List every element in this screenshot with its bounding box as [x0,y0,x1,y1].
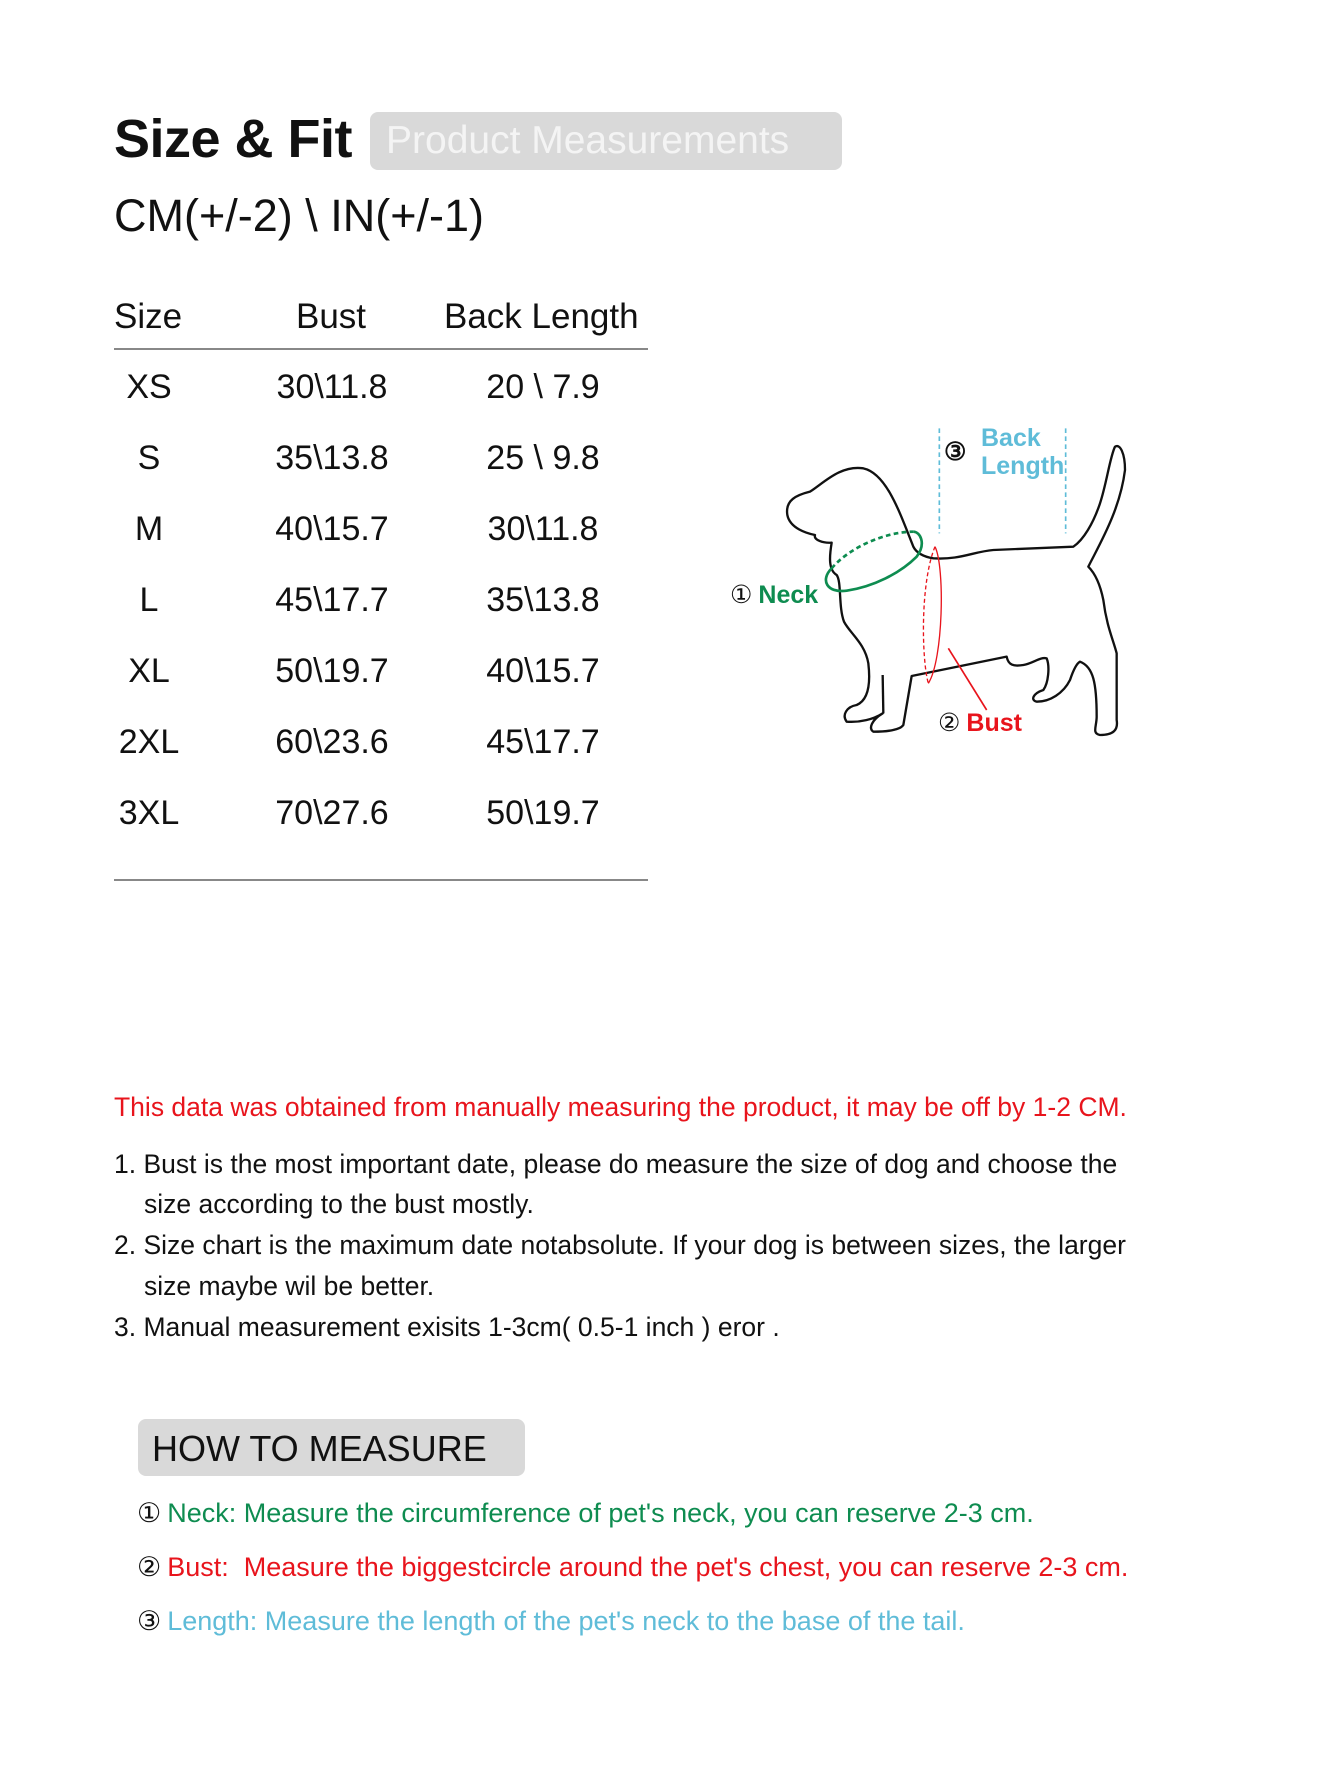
column-header-bust: Bust [296,297,367,336]
how-to-length: ③ Length: Measure the length of the pet's neck to the base of the tail. [137,1606,965,1636]
neck-label: ① Neck [730,581,819,609]
note-line: 2. Size chart is the maximum date notabsolute. If your dog is between sizes, the larger [114,1230,1126,1260]
size-cell: 2XL [118,723,180,761]
back-length-cell: 40\15.7 [486,652,600,690]
back-length-cell: 50\19.7 [486,794,600,832]
size-cell: 3XL [118,794,180,832]
bust-label: ② Bust [938,709,1022,737]
back-length-cell: 25 \ 9.8 [486,439,600,477]
units-tolerance: CM(+/-2) \ IN(+/-1) [114,190,485,241]
bust-pointer-line [948,648,986,710]
size-cell: M [134,510,164,548]
bust-cell: 45\17.7 [275,581,389,619]
measurement-warning: This data was obtained from manually measuring the product, it may be off by 1-2 CM. [114,1092,1127,1122]
column-header-back-length: Back Length [444,297,639,336]
note-line: 1. Bust is the most important date, please do measure the size of dog and choose the [114,1149,1118,1179]
how-to-measure-heading: HOW TO MEASURE [138,1419,525,1476]
size-cell: L [139,581,159,619]
table-bottom-divider [114,879,648,881]
how-to-neck: ① Neck: Measure the circumference of pet's neck, you can reserve 2-3 cm. [137,1498,1034,1528]
how-to-bust: ② Bust: Measure the biggestcircle around the pet's chest, you can reserve 2-3 cm. [137,1552,1129,1582]
back-length-cell: 35\13.8 [486,581,600,619]
badge-label: Product Measurements [386,119,790,162]
header-divider [114,348,648,350]
bust-measure-back [923,547,935,684]
bust-cell: 60\23.6 [275,723,389,761]
bust-cell: 30\11.8 [276,368,388,406]
back-length-cell: 20 \ 7.9 [486,368,600,406]
product-measurements-badge [370,112,842,170]
size-cell: XL [128,652,170,690]
bust-cell: 70\27.6 [275,794,389,832]
bust-cell: 35\13.8 [275,439,389,477]
bust-cell: 40\15.7 [275,510,389,548]
bust-measure-front [928,547,941,684]
back-length-cell: 30\11.8 [487,510,599,548]
back-length-label: Back Length [981,424,1065,480]
neck-measure-line [832,532,914,569]
front-leg-line [883,675,884,713]
bust-cell: 50\19.7 [275,652,389,690]
page-title: Size & Fit [114,109,353,169]
back-length-number: ③ [944,438,967,466]
size-cell: S [137,439,161,477]
size-cell: XS [126,368,172,406]
back-length-cell: 45\17.7 [486,723,600,761]
note-line: size maybe wil be better. [144,1271,435,1301]
note-line: size according to the bust mostly. [144,1189,534,1219]
note-line: 3. Manual measurement exisits 1-3cm( 0.5-1 inch ) eror . [114,1312,780,1342]
column-header-size: Size [114,297,183,336]
